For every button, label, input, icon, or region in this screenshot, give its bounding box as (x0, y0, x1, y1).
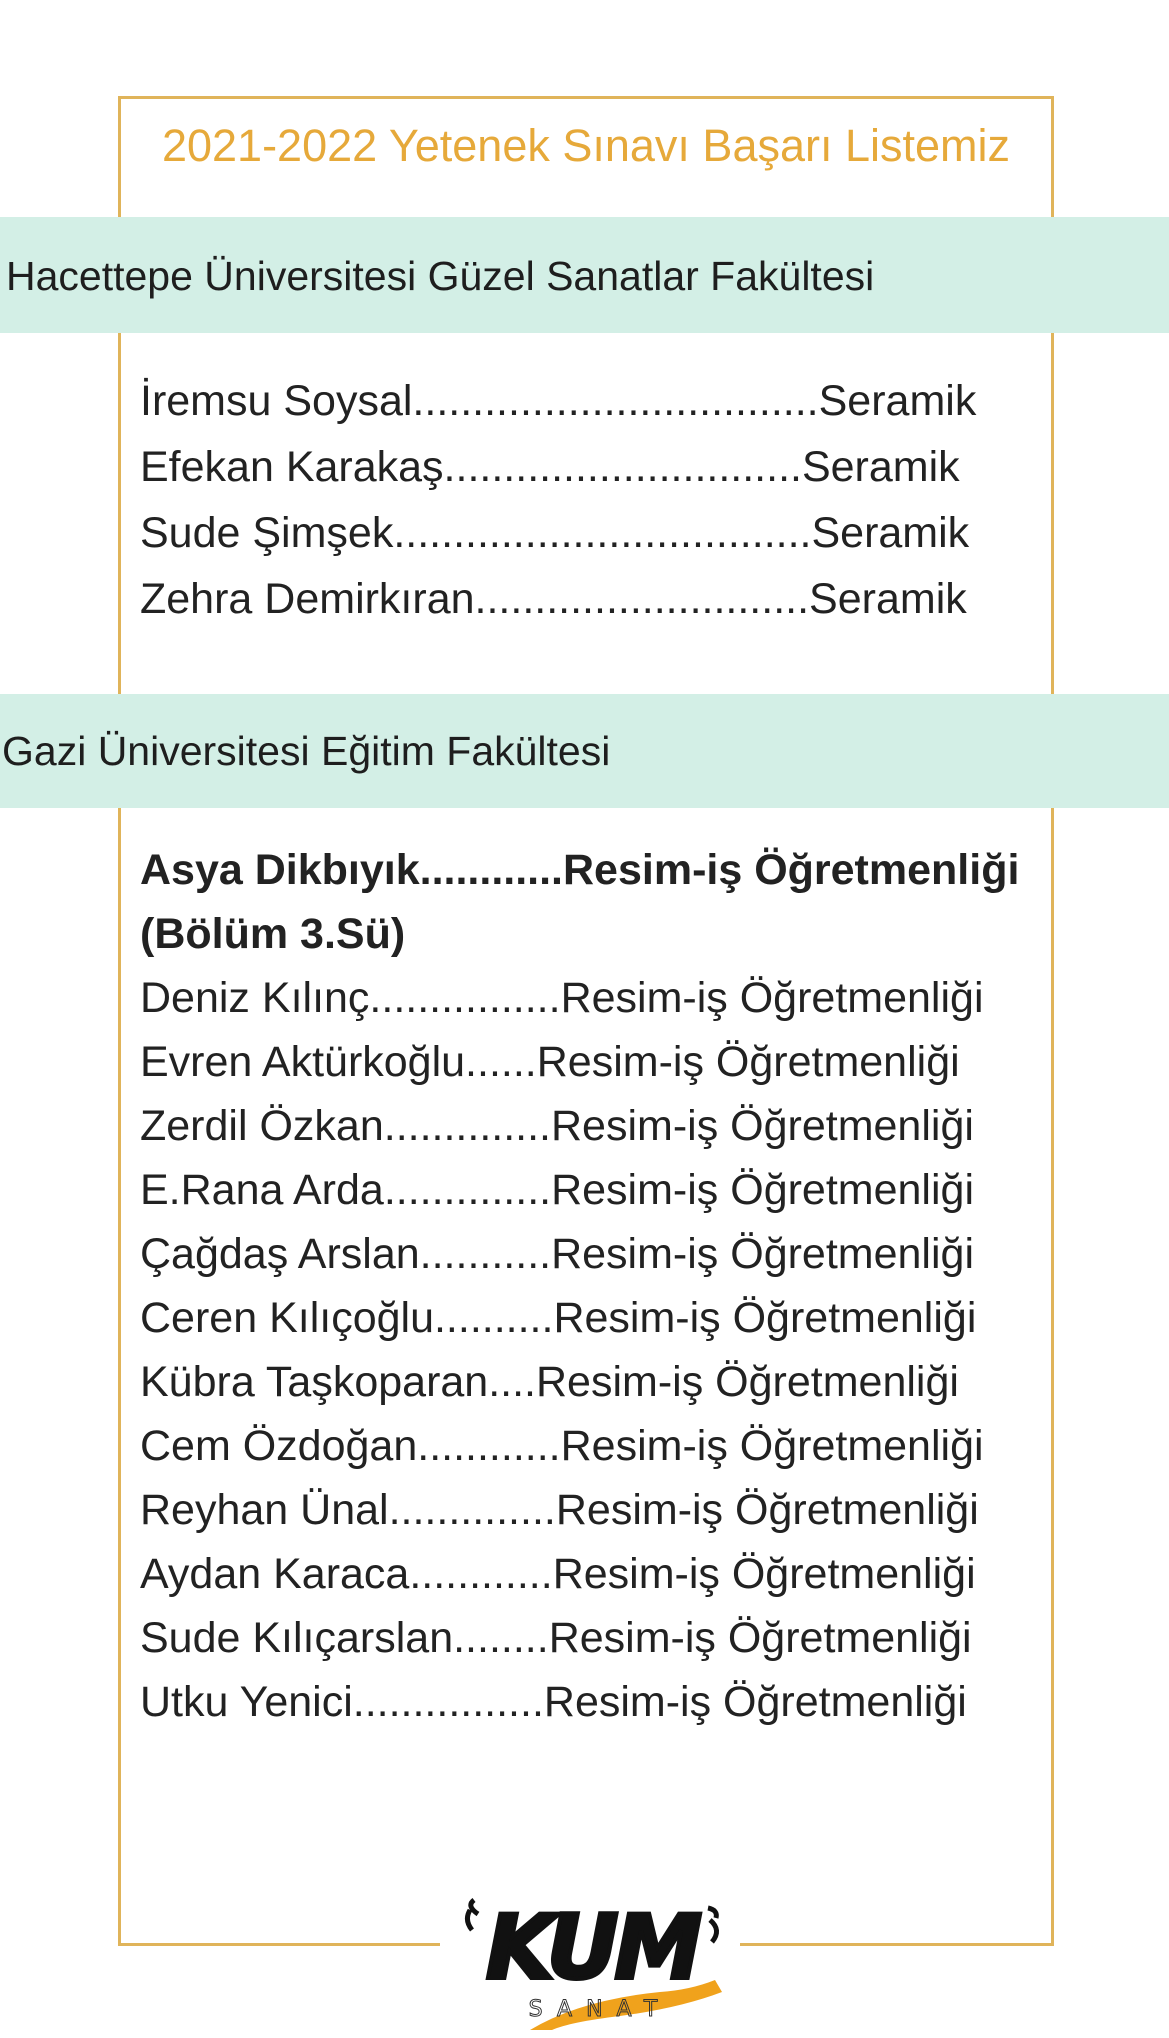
section-header-gazi (0, 694, 1169, 808)
list-item: E.Rana Arda..............Resim-iş Öğretmenliği (140, 1166, 975, 1214)
list-item: İremsu Soysal..................................Seramik (140, 377, 977, 425)
list-item: Asya Dikbıyık............Resim-iş Öğretmenliği (140, 846, 1020, 894)
section-heading-gazi: Gazi Üniversitesi Eğitim Fakültesi (2, 728, 611, 774)
list-item: Efekan Karakaş..............................Seramik (140, 443, 960, 491)
list-item: (Bölüm 3.Sü) (140, 910, 406, 958)
list-item: Zerdil Özkan..............Resim-iş Öğretmenliği (140, 1102, 974, 1150)
list-item: Çağdaş Arslan...........Resim-iş Öğretmenliği (140, 1230, 975, 1278)
logo-main-text: KUM (485, 1896, 699, 1999)
page-title: 2021-2022 Yetenek Sınavı Başarı Listemiz (161, 120, 1011, 171)
kum-sanat-logo (460, 1880, 730, 2030)
list-item: Sude Şimşek...................................Seramik (140, 509, 970, 557)
logo-sub-text: SANAT (528, 1997, 672, 2022)
list-item: Kübra Taşkoparan....Resim-iş Öğretmenliği (140, 1358, 959, 1406)
brush-edge-right (708, 1908, 717, 1942)
section-header-hacettepe (0, 217, 1169, 333)
gazi-student-list (140, 838, 1019, 1734)
list-item: Evren Aktürkoğlu......Resim-iş Öğretmenliği (140, 1038, 960, 1086)
section-heading-hacettepe: Hacettepe Üniversitesi Güzel Sanatlar Fakültesi (6, 253, 875, 299)
list-item: Zehra Demirkıran............................Seramik (140, 575, 967, 623)
list-item: Ceren Kılıçoğlu..........Resim-iş Öğretmenliği (140, 1294, 977, 1342)
brush-edge-left (467, 1900, 478, 1930)
list-item: Cem Özdoğan............Resim-iş Öğretmenliği (140, 1422, 984, 1470)
list-item: Sude Kılıçarslan........Resim-iş Öğretmenliği (140, 1614, 972, 1662)
list-item: Deniz Kılınç................Resim-iş Öğretmenliği (140, 974, 984, 1022)
list-item: Aydan Karaca............Resim-iş Öğretmenliği (140, 1550, 976, 1598)
hacettepe-student-list (140, 368, 976, 632)
list-item: Utku Yenici................Resim-iş Öğretmenliği (140, 1678, 967, 1726)
list-item: Reyhan Ünal..............Resim-iş Öğretmenliği (140, 1486, 979, 1534)
